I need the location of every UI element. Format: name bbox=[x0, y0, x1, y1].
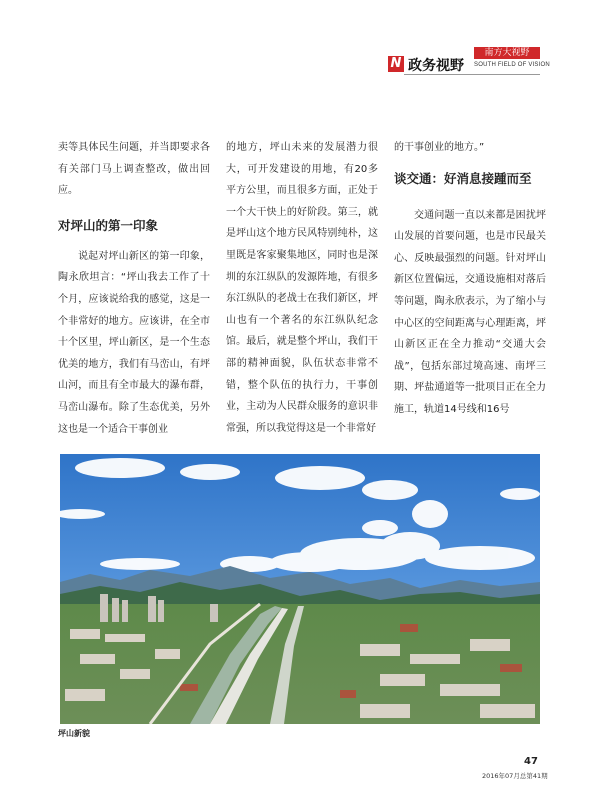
header-divider bbox=[404, 74, 540, 75]
paragraph: 的干事创业的地方。” bbox=[394, 142, 485, 153]
paragraph: 的地方，坪山未来的发展潜力很大，可开发建设的用地，有20多平方公里，而且很多方面，正处于一个大干快上的好阶段。第三，就是坪山这个地方民风特别纯朴，这里既是客家聚集地区，同时也是深圳的东江纵队的发源阵地，有很多东江纵队的老战士在我们新区，坪山也有一个著名的东江纵队纪念馆。最后，就是整个坪山，我们干部的精神面貌，队伍状态非常不错，整个队伍的执行力，干事创业，主动为人民群众服务的意识非常强，所以我觉得这是一个非常好 bbox=[226, 142, 378, 434]
paragraph: 卖等具体民生问题，并当即要求各有关部门马上调查整改，做出回应。 bbox=[58, 142, 210, 197]
page-header bbox=[388, 44, 550, 76]
section-tag-en: SOUTH FIELD OF VISION bbox=[474, 62, 550, 68]
page-number: 47 bbox=[524, 756, 538, 767]
issue-label: 2016年07月总第41期 bbox=[482, 772, 548, 780]
text-column-2 bbox=[226, 137, 378, 439]
section-heading: 谈交通：好消息接踵而至 bbox=[394, 170, 532, 186]
column-title: 政务视野 bbox=[408, 58, 464, 74]
paragraph: 交通问题一直以来都是困扰坪山发展的首要问题，也是市民最关心、反映最强烈的问题。针对坪山新区位置偏远，交通设施相对落后等问题，陶永欣表示，为了缩小与中心区的空间距离与心理距离，坪山新区正在全力推动“交通大会战”，包括东部过境高速、南坪三期、坪盐通道等一批项目正在全力施工，轨道14号线和16号 bbox=[394, 209, 546, 415]
photo-caption: 坪山新貌 bbox=[58, 729, 90, 738]
section-heading: 对坪山的第一印象 bbox=[58, 217, 159, 233]
section-tag: 南方大视野 bbox=[474, 47, 540, 59]
text-column-1 bbox=[58, 137, 210, 440]
text-column-3 bbox=[394, 137, 546, 421]
magazine-logo-icon: N bbox=[388, 56, 404, 72]
paragraph: 说起对坪山新区的第一印象，陶永欣坦言：“坪山我去工作了十个月，应该说给我的感觉，这是一个非常好的地方。应该讲，在全市十个区里，坪山新区，是一个生态优美的地方，我们有马峦山，有坪山河，而且有全市最大的瀑布群，马峦山瀑布。除了生态优美，另外这也是一个适合干事创业 bbox=[58, 250, 210, 435]
aerial-photo bbox=[60, 454, 540, 724]
